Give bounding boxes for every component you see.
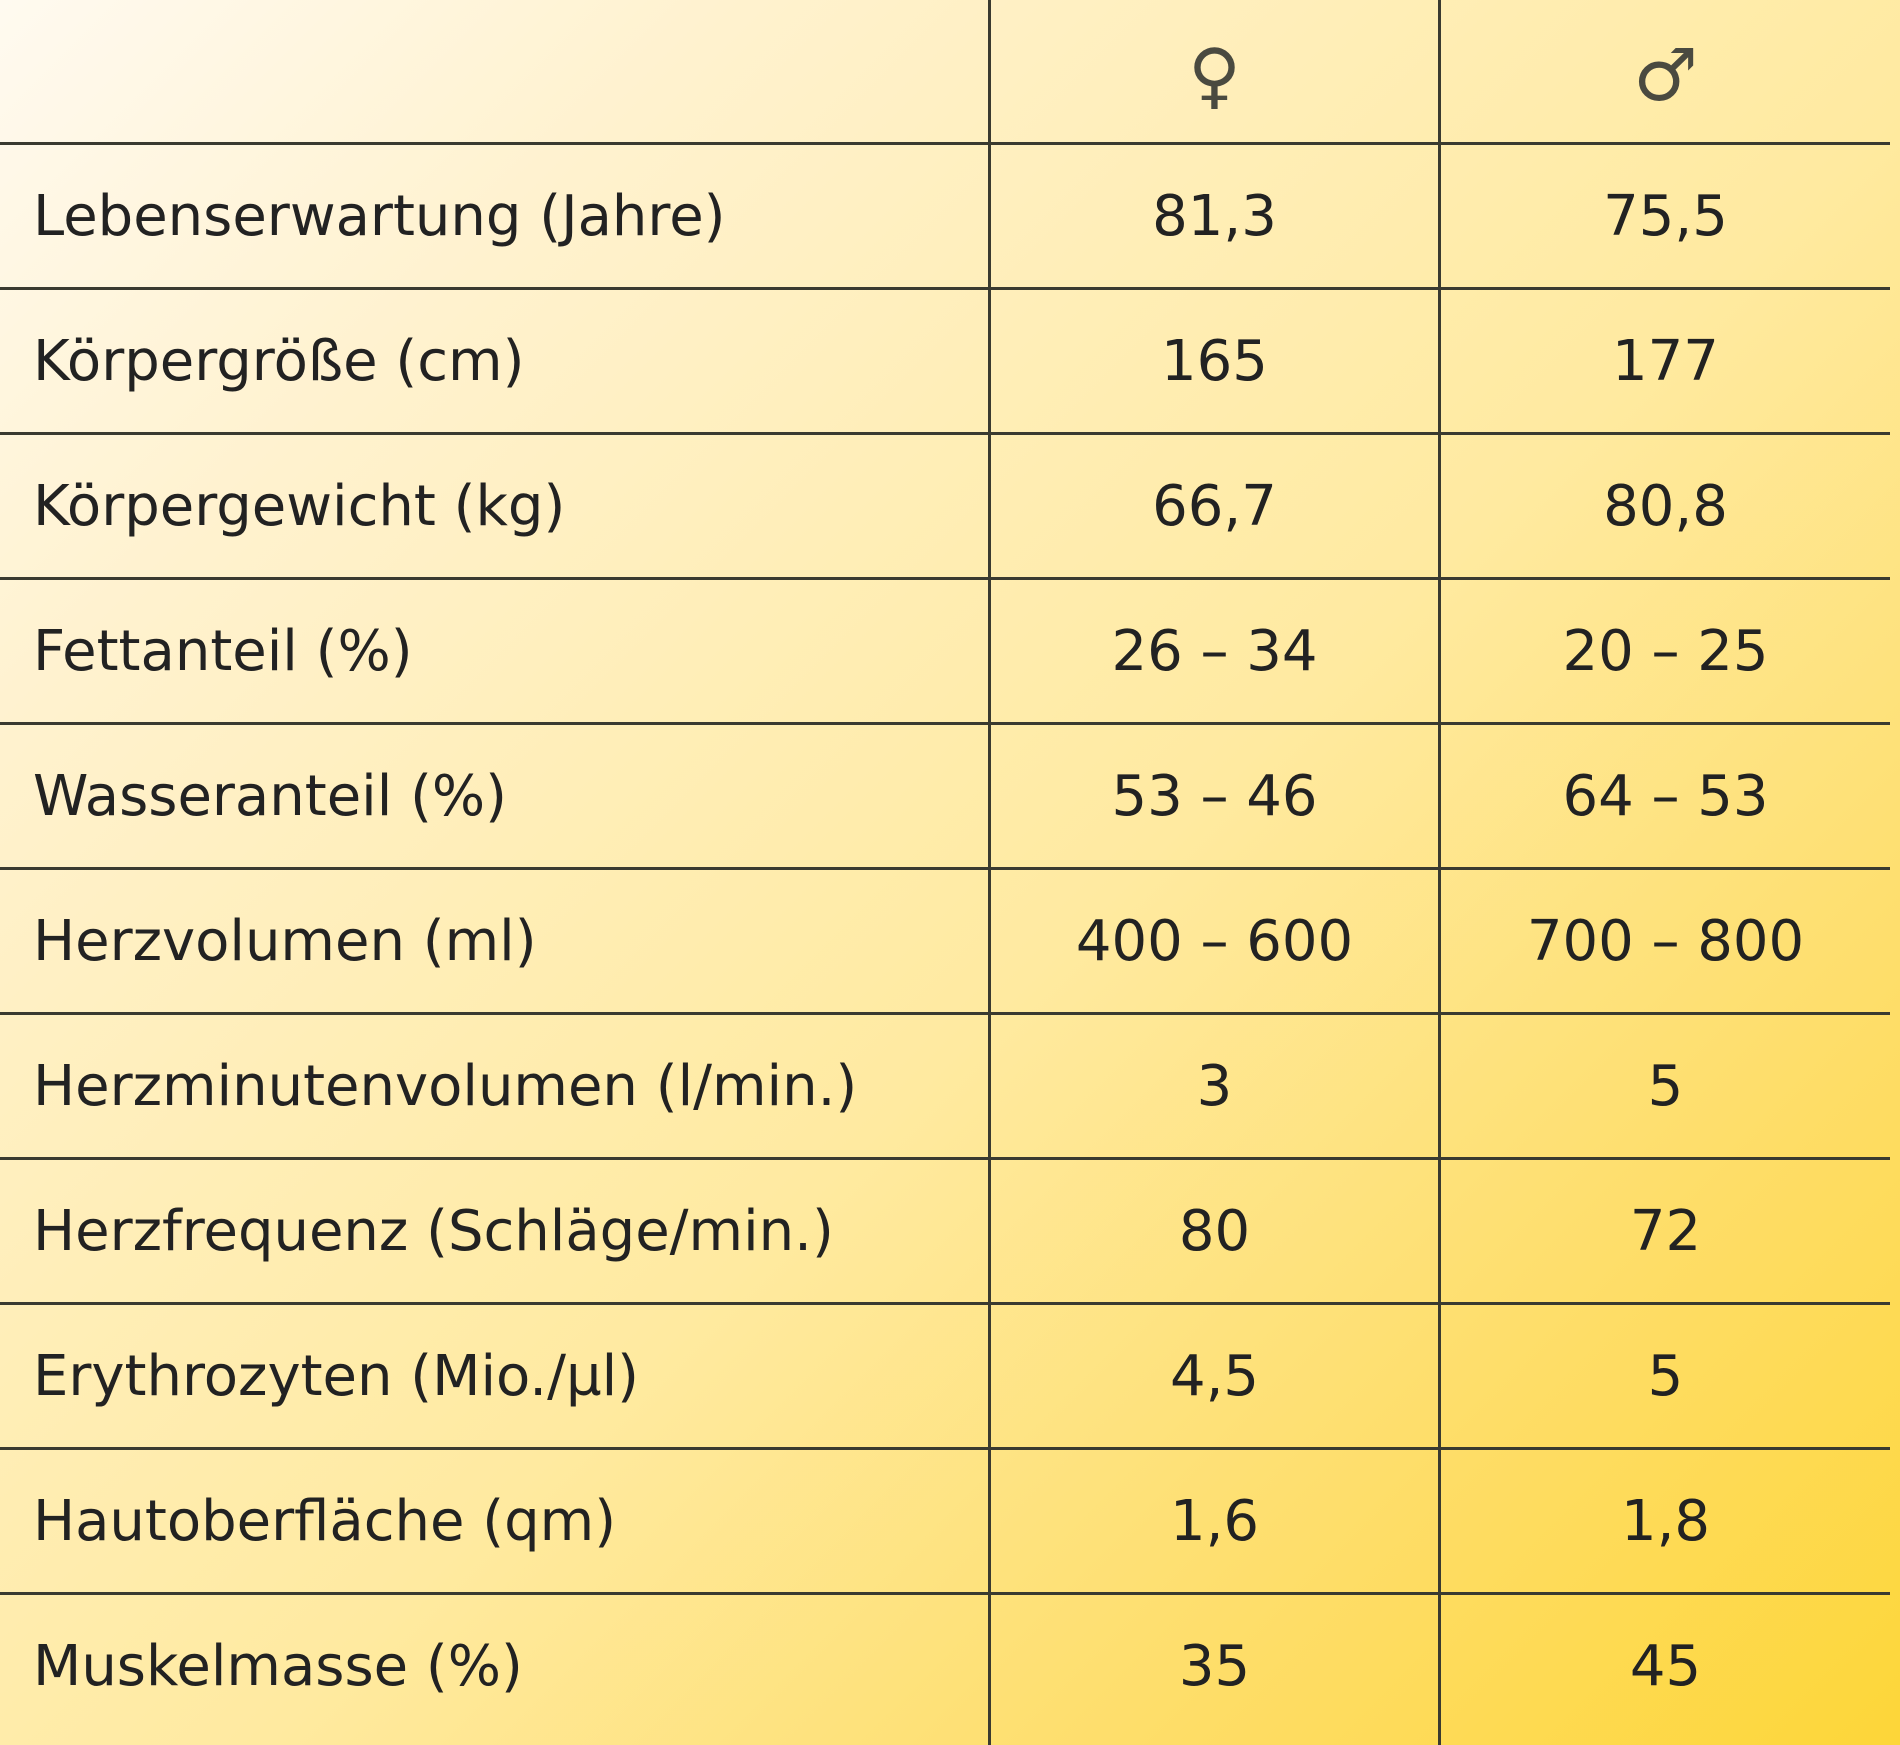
- table-row: [0, 1012, 1890, 1157]
- female-value: 35: [1178, 1633, 1251, 1699]
- row-label: Wasseranteil (%): [33, 763, 507, 829]
- table-row: [0, 1592, 1890, 1737]
- male-symbol-header: ♂: [1633, 33, 1698, 117]
- female-value: 80: [1178, 1198, 1251, 1264]
- female-value: 400 – 600: [1075, 908, 1354, 974]
- male-value: 20 – 25: [1562, 618, 1769, 684]
- male-value: 75,5: [1603, 183, 1728, 249]
- male-value: 177: [1612, 328, 1719, 394]
- table-row: [0, 577, 1890, 722]
- male-value: 72: [1629, 1198, 1702, 1264]
- male-value: 5: [1647, 1053, 1684, 1119]
- male-value: 700 – 800: [1526, 908, 1805, 974]
- row-label: Erythrozyten (Mio./µl): [33, 1343, 639, 1409]
- female-value: 81,3: [1152, 183, 1277, 249]
- column-divider-2: [1438, 0, 1441, 1745]
- male-value: 45: [1629, 1633, 1702, 1699]
- male-value: 64 – 53: [1562, 763, 1769, 829]
- table-row: [0, 1157, 1890, 1302]
- female-value: 66,7: [1152, 473, 1277, 539]
- row-label: Fettanteil (%): [33, 618, 413, 684]
- row-label: Herzfrequenz (Schläge/min.): [33, 1198, 834, 1264]
- male-value: 1,8: [1620, 1488, 1711, 1554]
- table-row: [0, 1447, 1890, 1592]
- row-label: Körpergewicht (kg): [33, 473, 566, 539]
- female-value: 1,6: [1169, 1488, 1260, 1554]
- female-value: 3: [1196, 1053, 1233, 1119]
- row-label: Lebenserwartung (Jahre): [33, 183, 726, 249]
- column-divider-1: [988, 0, 991, 1745]
- table-row: [0, 142, 1890, 287]
- table-row: [0, 1302, 1890, 1447]
- table-header: [0, 0, 1890, 142]
- row-label: Körpergröße (cm): [33, 328, 525, 394]
- row-label: Muskelmasse (%): [33, 1633, 523, 1699]
- row-label: Herzvolumen (ml): [33, 908, 537, 974]
- male-value: 80,8: [1603, 473, 1728, 539]
- table-row: [0, 867, 1890, 1012]
- female-symbol-header: ♀: [1188, 33, 1241, 117]
- female-value: 4,5: [1169, 1343, 1260, 1409]
- female-value: 26 – 34: [1111, 618, 1318, 684]
- row-label: Herzminutenvolumen (l/min.): [33, 1053, 858, 1119]
- female-value: 165: [1161, 328, 1268, 394]
- male-value: 5: [1647, 1343, 1684, 1409]
- row-label: Hautoberfläche (qm): [33, 1488, 617, 1554]
- female-value: 53 – 46: [1111, 763, 1318, 829]
- table-row: [0, 432, 1890, 577]
- table-row: [0, 722, 1890, 867]
- table-row: [0, 287, 1890, 432]
